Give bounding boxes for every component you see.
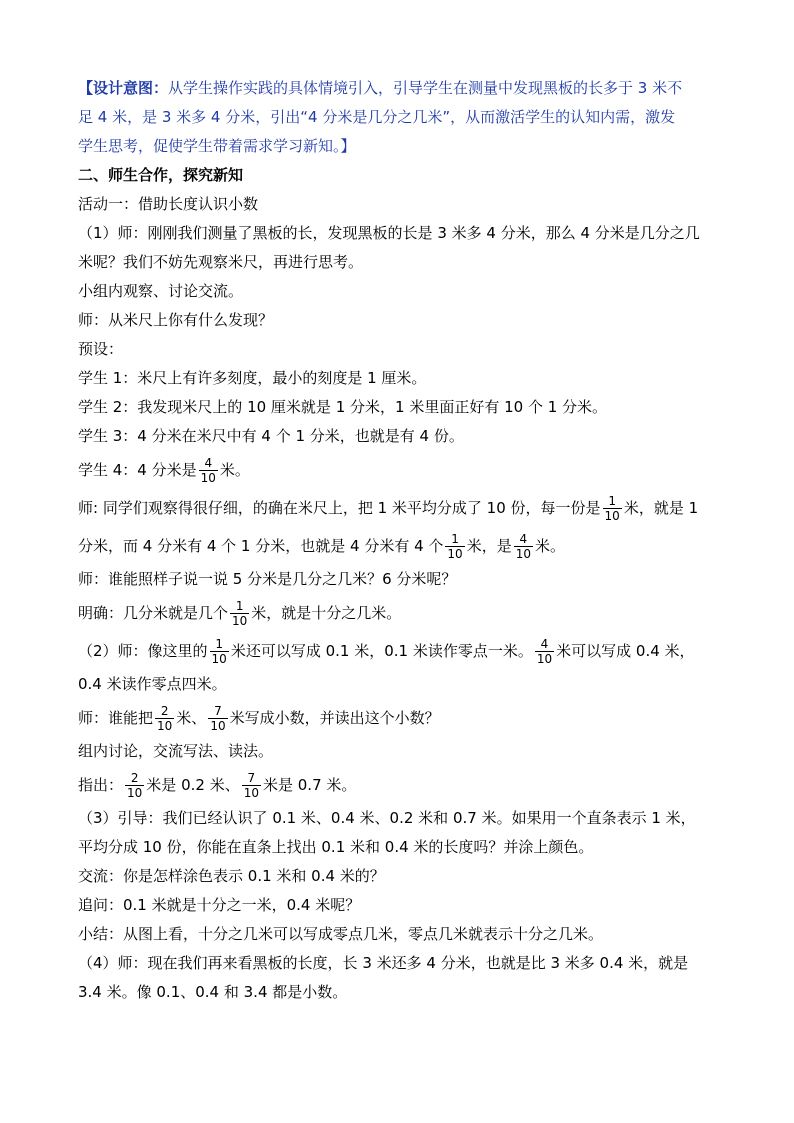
- teacher-observation-text-e: 米。: [534, 536, 565, 555]
- paragraph-4-line1: （4）师：现在我们再来看黑板的长度，长 3 米还多 4 分米，也就是比 3 米多 0.4 米，就是: [78, 954, 689, 972]
- teacher-question-1: 师：从米尺上你有什么发现？: [78, 311, 274, 329]
- design-intent-line1: 从学生操作实践的具体情境引入，引导学生在测量中发现黑板的长多于 3 米不: [168, 79, 683, 97]
- paragraph-1: [78, 219, 718, 277]
- paragraph-2-text-c: 米可以写成 0.4 米，: [556, 641, 695, 660]
- fraction-denominator: 10: [211, 651, 227, 666]
- fraction-denominator: 10: [536, 651, 553, 666]
- paragraph-2-text-a: （2）师：像这里的: [78, 641, 208, 660]
- student-4-unit: 米。: [219, 460, 250, 479]
- fraction-two-tenths: [155, 704, 174, 733]
- paragraph-4: [78, 949, 718, 1007]
- paragraph-1-line1: （1）师：刚刚我们测量了黑板的长，发现黑板的长是 3 米多 4 分米，那么 4 分米是几分之几: [78, 224, 700, 242]
- follow-up: 追问：0.1 米就是十分之一米，0.4 米呢？: [78, 896, 361, 914]
- fraction-numerator: 1: [608, 493, 616, 508]
- point-out-text-a: 指出：: [78, 775, 124, 794]
- fraction-seven-tenths: [242, 771, 261, 800]
- fraction-numerator: 1: [451, 531, 459, 546]
- fraction-denominator: 10: [232, 613, 248, 628]
- design-intent-line3: 学生思考，促使学生带着需求学习新知。】: [78, 137, 356, 155]
- fraction-one-tenth: [230, 599, 249, 628]
- teacher-question-3-text-a: 师：谁能把: [78, 708, 154, 727]
- fraction-seven-tenths: [208, 704, 227, 733]
- point-out: [78, 766, 718, 804]
- fraction-numerator: 2: [130, 770, 139, 785]
- paragraph-3-line1: （3）引导：我们已经认识了 0.1 米、0.4 米、0.2 米和 0.7 米。如果用一个直条表示 1 米，: [78, 809, 696, 827]
- clarify-text-a: 明确：几分米就是几个: [78, 603, 229, 622]
- paragraph-1-line2: 米呢？我们不妨先观察米尺，再进行思考。: [78, 253, 364, 271]
- teacher-observation-text-c: 分米，而 4 分米有 4 个 1 分米，也就是 4 分米有 4 个: [78, 536, 444, 555]
- design-intent-label: 【设计意图：: [78, 79, 169, 97]
- student-3: 学生 3：4 分米在米尺中有 4 个 1 分米，也就是有 4 份。: [78, 427, 464, 445]
- document-body: [78, 74, 718, 1007]
- teacher-observation-text-b: 米，就是 1: [623, 498, 699, 517]
- paragraph-2-line2: 0.4 米读作零点四米。: [78, 675, 227, 693]
- fraction-four-tenths: [199, 456, 218, 485]
- fraction-numerator: 7: [247, 770, 256, 785]
- teacher-question-3: [78, 699, 718, 737]
- teacher-observation-text-d: 米，是: [466, 536, 512, 555]
- clarify: [78, 594, 718, 632]
- point-out-text-b: 米是 0.2 米、: [146, 775, 240, 794]
- fraction-numerator: 2: [160, 703, 169, 718]
- teacher-question-3-text-c: 米写成小数，并读出这个小数？: [229, 708, 440, 727]
- activity-title: 活动一：借助长度认识小数: [78, 195, 259, 213]
- design-intent-line2: 足 4 米，是 3 米多 4 分米，引出“4 分米是几分之几米”，从而激活学生的认知内需，激发: [78, 108, 676, 126]
- group-discuss: 组内讨论，交流写法、读法。: [78, 742, 274, 760]
- fraction-two-tenths: [125, 771, 144, 800]
- student-1: 学生 1：米尺上有许多刻度，最小的刻度是 1 厘米。: [78, 369, 427, 387]
- fraction-numerator: 4: [519, 531, 528, 546]
- student-4-text: 学生 4：4 分米是: [78, 460, 197, 479]
- group-observe: 小组内观察、讨论交流。: [78, 282, 244, 300]
- clarify-text-b: 米，就是十分之几米。: [251, 603, 402, 622]
- fraction-numerator: 4: [204, 455, 213, 470]
- paragraph-4-line2: 3.4 米。像 0.1、0.4 和 3.4 都是小数。: [78, 983, 348, 1001]
- fraction-numerator: 4: [540, 636, 549, 651]
- fraction-denominator: 10: [447, 546, 463, 561]
- fraction-numerator: 1: [215, 636, 223, 651]
- fraction-four-tenths: [535, 637, 554, 666]
- section-title: 二、师生合作，探究新知: [78, 166, 244, 184]
- preset-label: 预设：: [78, 340, 124, 358]
- fraction-one-tenth: [445, 532, 464, 561]
- fraction-numerator: 7: [214, 703, 222, 718]
- paragraph-3-line2: 平均分成 10 份，你能在直条上找出 0.1 米和 0.4 米的长度吗？并涂上颜色。: [78, 838, 594, 856]
- paragraph-3: [78, 804, 718, 862]
- paragraph-2-text-b: 米还可以写成 0.1 米，0.1 米读作零点一米。: [230, 641, 533, 660]
- fraction-one-tenth: [210, 637, 229, 666]
- teacher-observation-line1: [78, 489, 718, 527]
- fraction-denominator: 10: [157, 718, 173, 733]
- exchange: 交流：你是怎样涂色表示 0.1 米和 0.4 米的？: [78, 867, 385, 885]
- fraction-denominator: 10: [127, 785, 143, 800]
- point-out-text-c: 米是 0.7 米。: [262, 775, 357, 794]
- fraction-four-tenths: [514, 532, 533, 561]
- teacher-observation-text-a: 师: 同学们观察得很仔细，的确在米尺上，把 1 米平均分成了 10 份，每一份是: [78, 498, 601, 517]
- fraction-denominator: 10: [200, 470, 216, 485]
- paragraph-2-line1: [78, 632, 718, 670]
- student-4: [78, 451, 718, 489]
- teacher-question-2: 师：谁能照样子说一说 5 分米是几分之几米？6 分米呢？: [78, 570, 457, 588]
- fraction-one-tenth: [603, 494, 622, 523]
- student-2: 学生 2：我发现米尺上的 10 厘米就是 1 分米，1 米里面正好有 10 个 1 分米。: [78, 398, 608, 416]
- fraction-denominator: 10: [515, 546, 531, 561]
- design-intent: [78, 74, 718, 161]
- fraction-denominator: 10: [604, 508, 620, 523]
- summary: 小结：从图上看，十分之几米可以写成零点几米，零点几米就表示十分之几米。: [78, 925, 604, 943]
- fraction-denominator: 10: [243, 785, 259, 800]
- teacher-observation-line2: [78, 527, 718, 565]
- fraction-denominator: 10: [210, 718, 226, 733]
- teacher-question-3-text-b: 米、: [176, 708, 207, 727]
- fraction-numerator: 1: [235, 598, 244, 613]
